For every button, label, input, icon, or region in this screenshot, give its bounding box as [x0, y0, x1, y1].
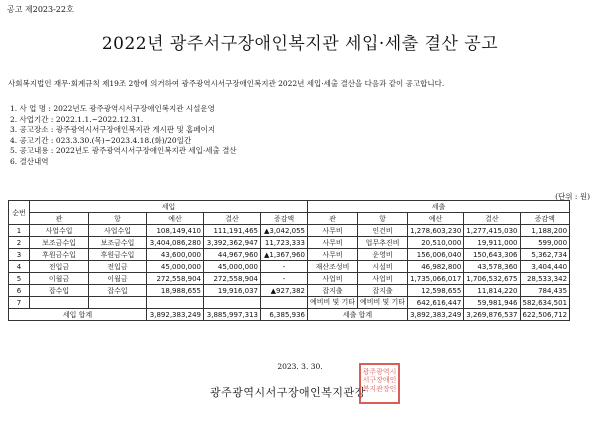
notice-item-place: 3. 공고장소 : 광주광역시서구장애인복지관 게시판 및 홈페이지 [10, 125, 216, 135]
expenditure-diff: 5,362,734 [520, 249, 570, 261]
expenditure-hang: 업무추진비 [358, 237, 408, 249]
revenue-budget: 45,000,000 [147, 261, 204, 273]
expenditure-budget: 46,982,800 [408, 261, 464, 273]
revenue-hang: 보조금수입 [89, 237, 147, 249]
expenditure-budget: 642,616,447 [408, 297, 464, 309]
expenditure-budget: 1,735,066,017 [408, 273, 464, 285]
expenditure-total-diff: 622,506,712 [520, 309, 570, 321]
notice-items [10, 104, 237, 168]
revenue-hang: 후원금수입 [89, 249, 147, 261]
expenditure-hang: 사업비 [358, 273, 408, 285]
row-seq: 7 [9, 297, 30, 309]
table-subheader-row [9, 213, 570, 225]
row-seq: 1 [9, 225, 30, 237]
header-seq: 순번 [9, 201, 30, 225]
revenue-budget: 272,558,904 [147, 273, 204, 285]
row-seq: 5 [9, 273, 30, 285]
revenue-settlement: 3,392,362,947 [204, 237, 261, 249]
expenditure-budget: 20,510,000 [408, 237, 464, 249]
revenue-diff: ▲927,382 [261, 285, 308, 297]
expenditure-settlement: 150,643,306 [464, 249, 520, 261]
expenditure-budget: 1,278,603,230 [408, 225, 464, 237]
revenue-total-settlement: 3,885,997,313 [204, 309, 261, 321]
notice-item-content: 5. 공고내용 : 2022년도 광주광역시서구장애인복지관 세입·세출 결산 [10, 146, 237, 156]
expenditure-total-label: 세출 합계 [308, 309, 408, 321]
expenditure-gwan: 예비비 및 기타 [308, 297, 358, 309]
header-expenditure-settlement: 결산 [464, 213, 520, 225]
expenditure-gwan: 사무비 [308, 225, 358, 237]
expenditure-settlement: 11,814,220 [464, 285, 520, 297]
revenue-budget: 18,988,655 [147, 285, 204, 297]
table-row [9, 297, 570, 309]
revenue-settlement: 19,916,037 [204, 285, 261, 297]
expenditure-gwan: 잡지출 [308, 285, 358, 297]
expenditure-budget: 12,598,655 [408, 285, 464, 297]
expenditure-hang: 인건비 [358, 225, 408, 237]
expenditure-hang: 시설비 [358, 261, 408, 273]
expenditure-diff: 1,188,200 [520, 225, 570, 237]
expenditure-budget: 156,006,040 [408, 249, 464, 261]
expenditure-diff: 784,435 [520, 285, 570, 297]
revenue-settlement: 111,191,465 [204, 225, 261, 237]
header-expenditure-diff: 증감액 [520, 213, 570, 225]
revenue-diff [261, 297, 308, 309]
row-seq: 4 [9, 261, 30, 273]
header-expenditure-hang: 항 [358, 213, 408, 225]
expenditure-gwan: 사무비 [308, 249, 358, 261]
revenue-gwan: 사업수입 [30, 225, 89, 237]
notice-item-project: 1. 사 업 명 : 2022년도 광주광역시서구장애인복지관 시설운영 [10, 104, 215, 113]
header-revenue: 세입 [30, 201, 308, 213]
revenue-settlement: 272,558,904 [204, 273, 261, 285]
revenue-budget: 43,600,000 [147, 249, 204, 261]
issue-date: 2023. 3. 30. [277, 362, 323, 371]
expenditure-diff: 3,404,440 [520, 261, 570, 273]
expenditure-diff: 599,000 [520, 237, 570, 249]
row-seq: 3 [9, 249, 30, 261]
revenue-settlement: 45,000,000 [204, 261, 261, 273]
expenditure-settlement: 19,911,000 [464, 237, 520, 249]
expenditure-hang: 운영비 [358, 249, 408, 261]
revenue-total-label: 세입 합계 [9, 309, 147, 321]
table-row [9, 237, 570, 249]
intro-paragraph: 사회복지법인 재무·회계규칙 제19조 2항에 의거하여 광주광역시서구장애인복지관 2022년 세입·세출 결산을 다음과 같이 공고합니다. [8, 79, 445, 88]
revenue-total-diff: 6,385,936 [261, 309, 308, 321]
revenue-settlement [204, 297, 261, 309]
revenue-gwan: 보조금수입 [30, 237, 89, 249]
notice-item-duration: 4. 공고기간 : 023.3.30.(목)~2023.4.18.(화)/20일간 [10, 135, 192, 145]
expenditure-total-budget: 3,892,383,249 [408, 309, 464, 321]
revenue-hang [89, 297, 147, 309]
revenue-total-budget: 3,892,383,249 [147, 309, 204, 321]
notice-number: 공고 제2023-22호 [7, 5, 74, 14]
header-expenditure-gwan: 관 [308, 213, 358, 225]
page-title: 2022년 광주서구장애인복지관 세입·세출 결산 공고 [101, 34, 499, 54]
revenue-settlement: 44,967,960 [204, 249, 261, 261]
expenditure-diff: 28,533,342 [520, 273, 570, 285]
expenditure-gwan: 사무비 [308, 237, 358, 249]
revenue-hang: 이월금 [89, 273, 147, 285]
header-revenue-budget: 예산 [147, 213, 204, 225]
revenue-budget: 108,149,410 [147, 225, 204, 237]
revenue-gwan: 전입금 [30, 261, 89, 273]
revenue-hang: 전입금 [89, 261, 147, 273]
header-revenue-settlement: 결산 [204, 213, 261, 225]
header-revenue-gwan: 관 [30, 213, 89, 225]
expenditure-settlement: 1,706,532,675 [464, 273, 520, 285]
table-row [9, 285, 570, 297]
expenditure-hang: 잡지출 [358, 285, 408, 297]
expenditure-settlement: 59,981,946 [464, 297, 520, 309]
revenue-gwan: 후원금수입 [30, 249, 89, 261]
header-expenditure: 세출 [308, 201, 570, 213]
expenditure-settlement: 1,277,415,030 [464, 225, 520, 237]
revenue-diff: ▲3,042,055 [261, 225, 308, 237]
official-seal: 광주광역시 서구장애인 복지관장인 [359, 363, 400, 404]
revenue-budget: 3,404,086,280 [147, 237, 204, 249]
totals-row [9, 309, 570, 321]
row-seq: 6 [9, 285, 30, 297]
revenue-gwan: 잡수입 [30, 285, 89, 297]
table-row [9, 273, 570, 285]
header-revenue-diff: 증감액 [261, 213, 308, 225]
expenditure-settlement: 43,578,360 [464, 261, 520, 273]
table-row [9, 261, 570, 273]
row-seq: 2 [9, 237, 30, 249]
expenditure-diff: 582,634,501 [520, 297, 570, 309]
table-row [9, 249, 570, 261]
unit-label: (단위 : 원) [555, 192, 590, 201]
revenue-diff: ▲1,367,960 [261, 249, 308, 261]
expenditure-total-settlement: 3,269,876,537 [464, 309, 520, 321]
revenue-diff: 11,723,333 [261, 237, 308, 249]
header-revenue-hang: 항 [89, 213, 147, 225]
revenue-hang: 잡수입 [89, 285, 147, 297]
expenditure-gwan: 재산조성비 [308, 261, 358, 273]
organization-signature: 광주광역시서구장애인복지관장 [210, 386, 366, 399]
table-header-row [9, 201, 570, 213]
settlement-table [8, 200, 570, 321]
revenue-diff: - [261, 261, 308, 273]
table-row [9, 225, 570, 237]
header-expenditure-budget: 예산 [408, 213, 464, 225]
notice-item-details: 6. 결산내역 [10, 156, 49, 166]
notice-item-period: 2. 사업기간 : 2022.1.1.~2022.12.31. [10, 114, 144, 124]
revenue-gwan [30, 297, 89, 309]
revenue-budget [147, 297, 204, 309]
revenue-gwan: 이월금 [30, 273, 89, 285]
expenditure-hang: 예비비 및 기타 [358, 297, 408, 309]
revenue-hang: 사업수입 [89, 225, 147, 237]
revenue-diff: - [261, 273, 308, 285]
expenditure-gwan: 사업비 [308, 273, 358, 285]
